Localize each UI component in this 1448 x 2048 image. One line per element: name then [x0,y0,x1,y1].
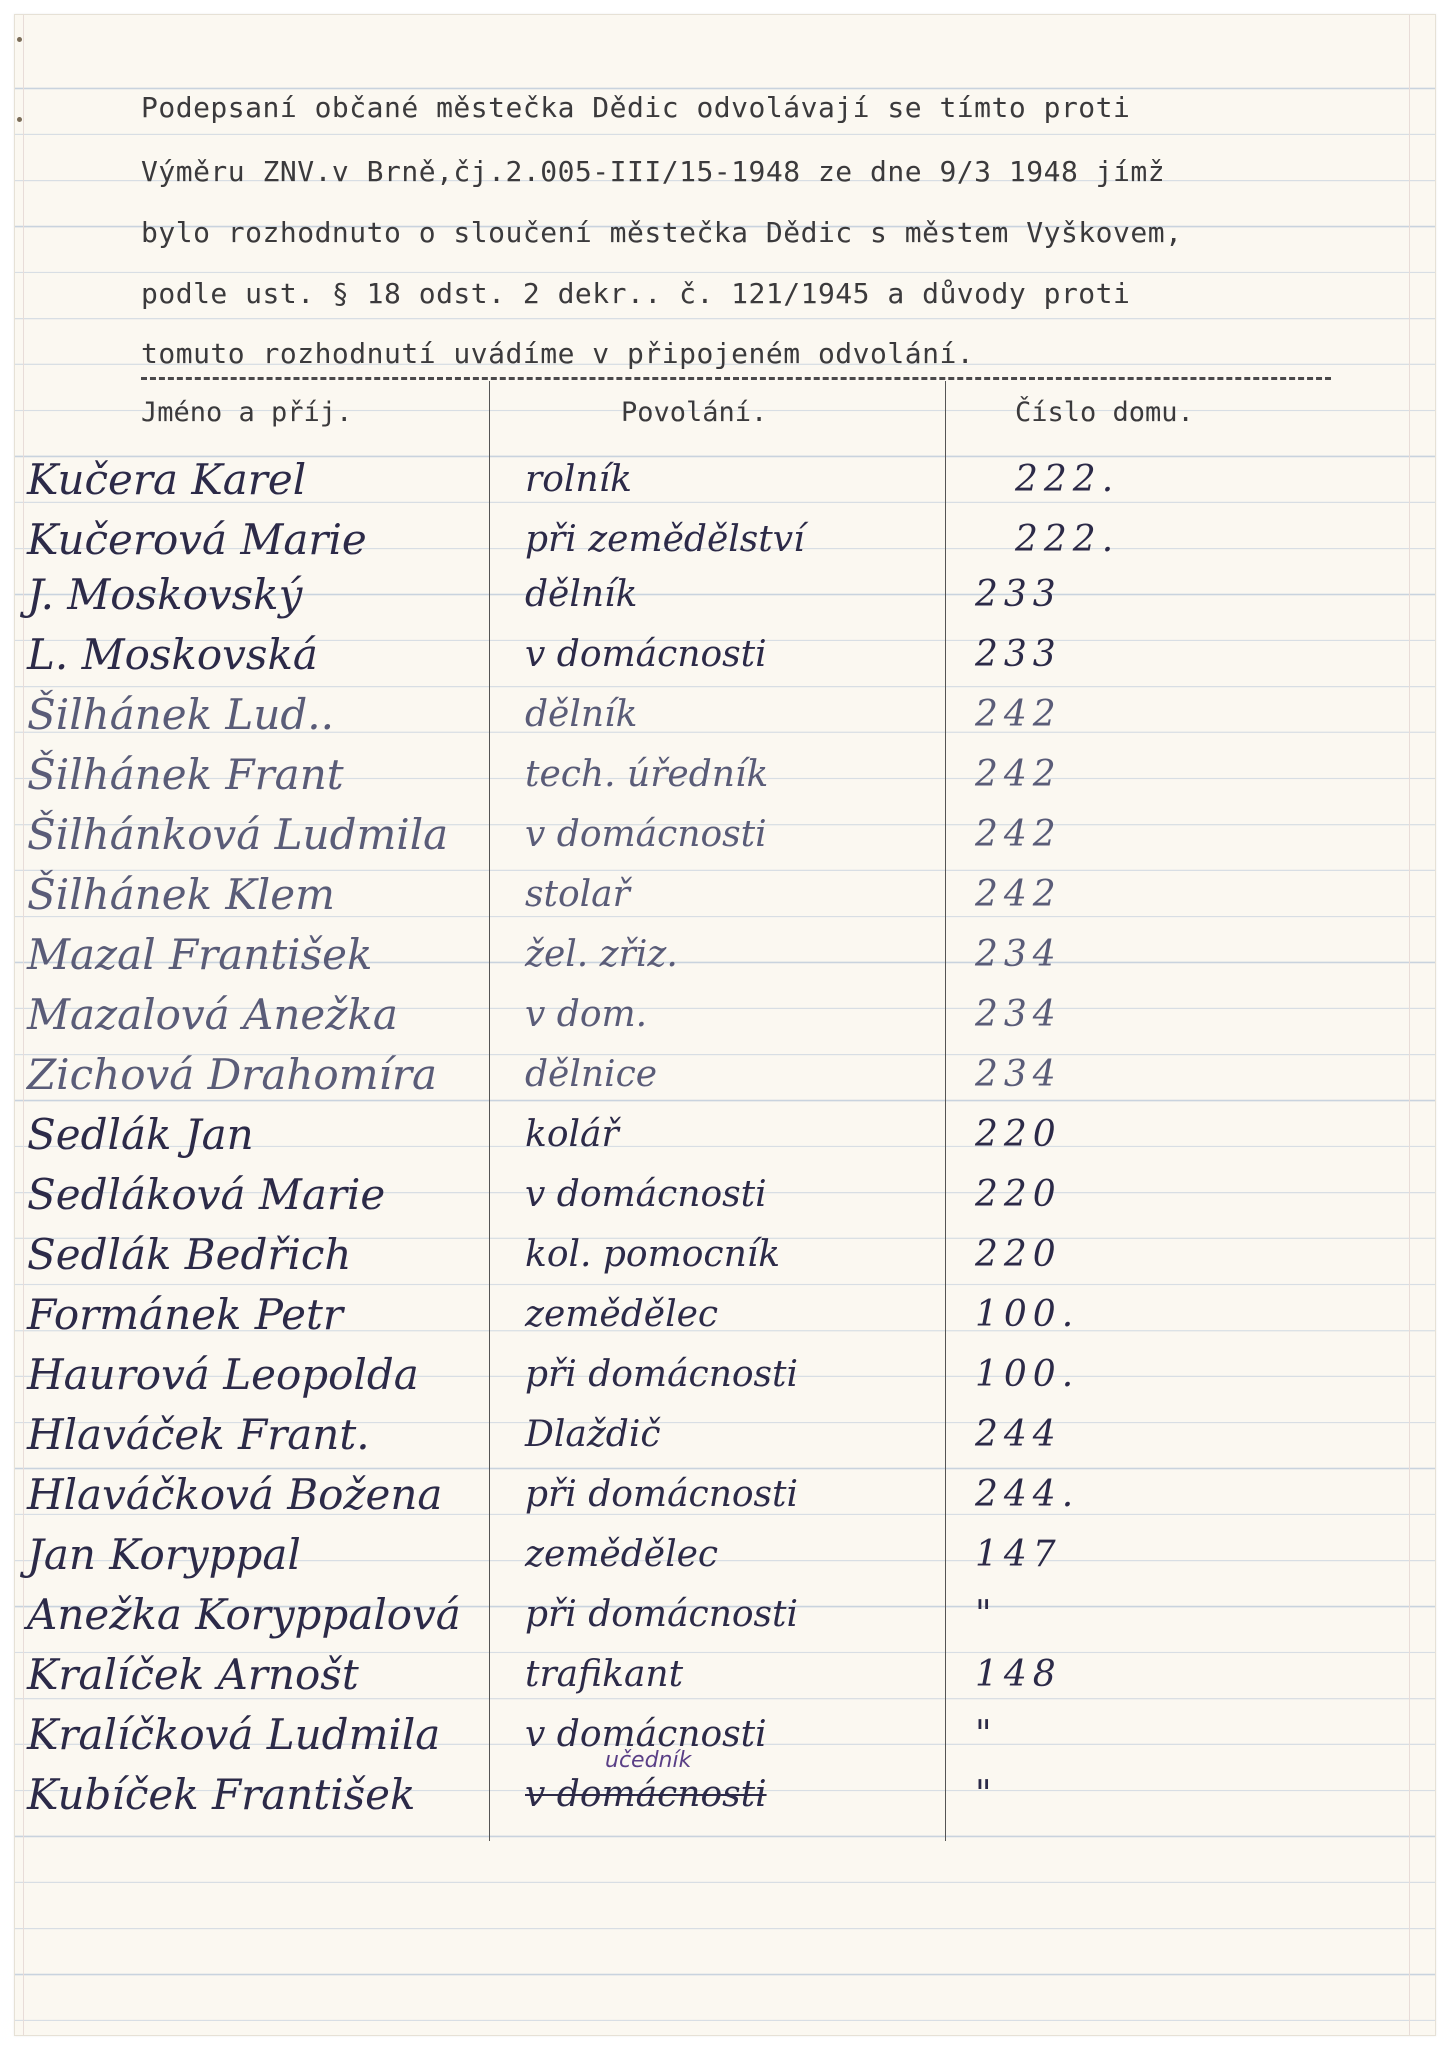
signer-name: Mazal František [27,930,373,979]
signer-house-number: 100. [975,1294,1080,1335]
signer-house-number: 100. [975,1354,1080,1395]
signer-name: Šilhánek Lud.. [27,690,334,739]
signer-occupation: zemědělec [525,1294,719,1335]
signer-house-number: 220 [975,1234,1062,1275]
signer-name: Jan Koryppal [27,1530,301,1579]
column-divider [945,381,946,1841]
signer-house-number: " [975,1714,998,1755]
column-header-occupation: Povolání. [621,397,768,428]
signer-name: Hlaváčková Božena [27,1470,443,1519]
pinhole [17,37,22,42]
signer-occupation: v domácnosti [525,1714,767,1755]
signer-house-number: 147 [975,1534,1062,1575]
column-divider [489,381,490,1841]
signer-occupation: v domácnosti [525,814,767,855]
document-sheet [14,14,1436,2036]
signer-occupation: v dom. [525,994,648,1035]
signer-occupation: při domácnosti [525,1474,799,1515]
signer-occupation: při zemědělství [525,519,805,560]
signer-house-number: 242 [975,874,1062,915]
signer-occupation: tech. úředník [525,754,769,795]
signer-name: Anežka Koryppalová [27,1590,461,1639]
signer-occupation: trafikant [525,1654,684,1695]
signer-house-number: 244. [975,1474,1080,1515]
signer-house-number: 234 [975,994,1062,1035]
signer-name: Kralíček Arnošt [27,1650,359,1699]
signer-name: J. Moskovský [27,570,303,619]
signer-occupation: kol. pomocník [525,1234,781,1275]
signer-occupation: kolář [525,1114,619,1155]
signer-name: Kralíčková Ludmila [27,1710,441,1759]
signer-house-number: 222. [1015,459,1120,500]
signer-house-number: 242 [975,694,1062,735]
signer-name: Šilhánek Frant [27,750,344,799]
signer-occupation: v domácnosti [525,1174,767,1215]
signer-house-number: 234 [975,1054,1062,1095]
signer-occupation: při domácnosti [525,1594,799,1635]
column-header-house: Číslo domu. [1015,397,1194,428]
intro-line: tomuto rozhodnutí uvádíme v připojeném odvolání. [141,337,975,370]
signer-occupation: rolník [525,459,632,500]
signer-occupation: Dlaždič [525,1414,661,1455]
column-header-name: Jméno a příj. [141,397,353,428]
signer-house-number: 222. [1015,519,1120,560]
signer-name: Kubíček František [27,1770,416,1819]
signer-occupation: v domácnosti [525,634,767,675]
signer-name: Haurová Leopolda [27,1350,419,1399]
signer-name: Formánek Petr [27,1290,343,1339]
margin-line [23,15,24,2035]
signer-occupation: žel. zřiz. [525,934,678,975]
signer-house-number: 234 [975,934,1062,975]
intro-line: podle ust. § 18 odst. 2 dekr.. č. 121/1945 a důvody proti [141,277,1131,310]
signer-name: Kučerová Marie [27,515,367,564]
signer-occupation: při domácnosti [525,1354,799,1395]
intro-line: Výměru ZNV.v Brně,čj.2.005-III/15-1948 ze dne 9/3 1948 jímž [141,155,1166,188]
signer-name: Mazalová Anežka [27,990,398,1039]
intro-line: Podepsaní občané městečka Dědic odvolávají se tímto proti [141,91,1131,124]
signer-occupation: dělník [525,694,638,735]
signer-occupation: dělník [525,574,638,615]
signer-occupation: stolař [525,874,630,915]
signer-name: Kučera Karel [27,455,307,504]
pinhole [17,117,22,122]
signer-name: Sedlák Jan [27,1110,254,1159]
occupation-correction: učedník [605,1748,692,1773]
signer-house-number: 233 [975,634,1062,675]
signer-house-number: 242 [975,814,1062,855]
margin-line [1409,15,1410,2035]
signer-occupation: zemědělec [525,1534,719,1575]
signer-occupation: dělnice [525,1054,658,1095]
signer-house-number: 233 [975,574,1062,615]
signer-house-number: 148 [975,1654,1062,1695]
signer-name: Šilhánek Klem [27,870,335,919]
signer-house-number: 244 [975,1414,1062,1455]
signer-name: L. Moskovská [27,630,318,679]
signer-house-number: " [975,1774,998,1815]
intro-line: bylo rozhodnuto o sloučení městečka Dědic s městem Vyškovem, [141,216,1183,249]
signer-house-number: " [975,1594,998,1635]
signer-house-number: 220 [975,1174,1062,1215]
signer-name: Šilhánková Ludmila [27,810,449,859]
signer-name: Sedláková Marie [27,1170,386,1219]
signer-occupation: v domácnosti [525,1774,767,1815]
signer-house-number: 220 [975,1114,1062,1155]
signer-house-number: 242 [975,754,1062,795]
signer-name: Sedlák Bedřich [27,1230,352,1279]
signer-name: Hlaváček Frant. [27,1410,370,1459]
dashed-rule [141,377,1331,380]
signer-name: Zichová Drahomíra [27,1050,438,1099]
